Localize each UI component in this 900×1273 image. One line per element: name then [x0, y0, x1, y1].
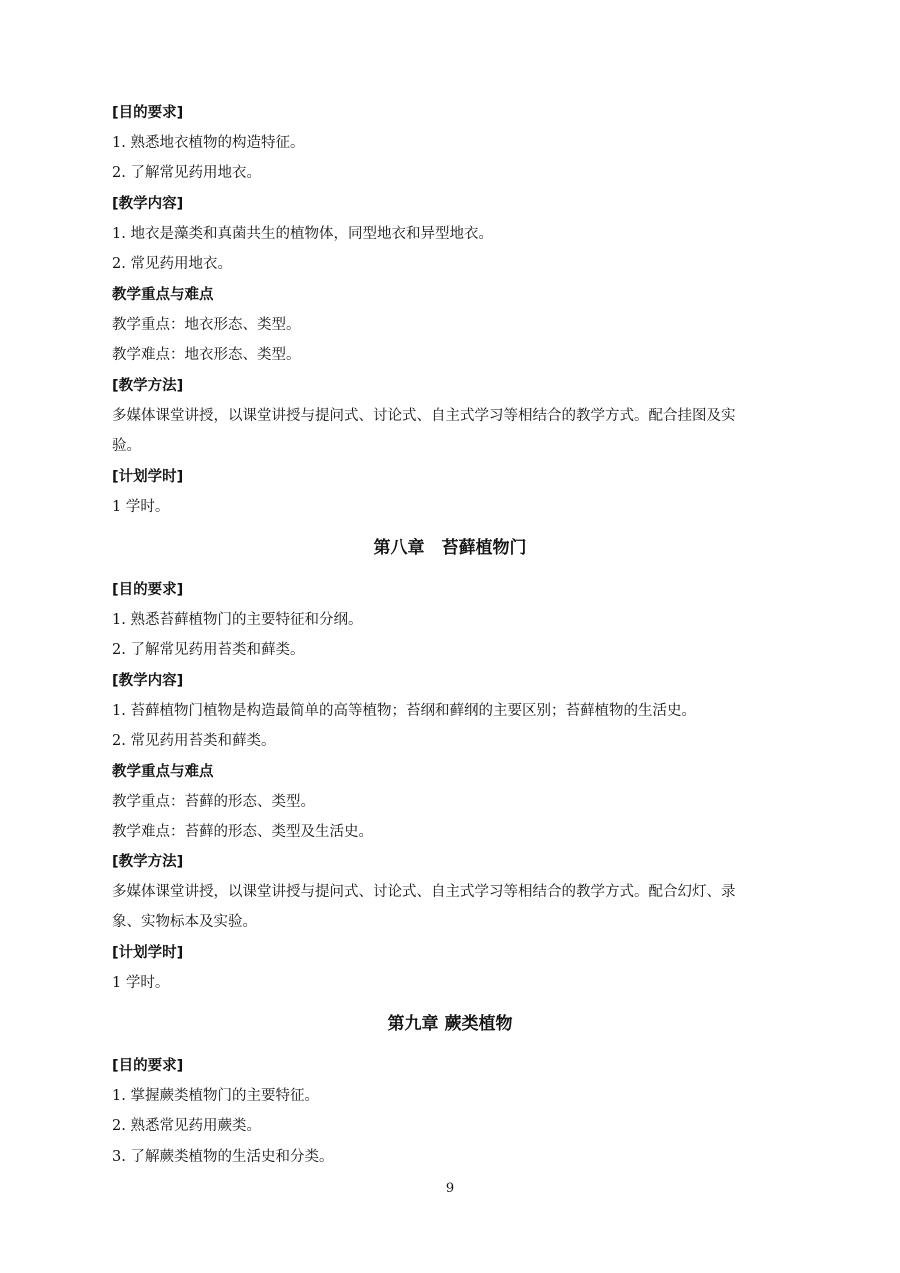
goal-item: 1. 熟悉苔藓植物门的主要特征和分纲。 — [112, 612, 363, 628]
hours-heading: [计划学时] — [112, 945, 184, 961]
page-number: 9 — [445, 1181, 455, 1196]
method-heading: [教学方法] — [112, 854, 184, 870]
content-item: 2. 常见药用苔类和藓类。 — [112, 733, 276, 749]
goal-item: 2. 了解常见药用苔类和藓类。 — [112, 642, 305, 658]
goal-item: 3. 了解蕨类植物的生活史和分类。 — [112, 1149, 334, 1165]
hours-text: 1 学时。 — [112, 975, 170, 991]
method-text: 多媒体课堂讲授，以课堂讲授与提问式、讨论式、自主式学习等相结合的教学方式。配合幻灯、录 — [112, 884, 736, 900]
goal-item: 1. 熟悉地衣植物的构造特征。 — [112, 135, 305, 151]
content-heading: [教学内容] — [112, 673, 184, 689]
key-points-heading: 教学重点与难点 — [112, 287, 214, 303]
key-points-heading: 教学重点与难点 — [112, 764, 214, 780]
chapter-title: 第八章 苔藓植物门 — [373, 538, 527, 558]
goal-heading: [目的要求] — [112, 1058, 184, 1074]
hours-heading: [计划学时] — [112, 469, 184, 485]
content-item: 2. 常见药用地衣。 — [112, 256, 232, 272]
content-item: 1. 地衣是藻类和真菌共生的植物体，同型地衣和异型地衣。 — [112, 226, 493, 242]
difficulty-point: 教学难点：地衣形态、类型。 — [112, 347, 301, 363]
method-heading: [教学方法] — [112, 378, 184, 394]
goal-heading: [目的要求] — [112, 105, 184, 121]
goal-item: 2. 了解常见药用地衣。 — [112, 165, 261, 181]
goal-item: 1. 掌握蕨类植物门的主要特征。 — [112, 1088, 319, 1104]
content-item: 1. 苔藓植物门植物是构造最简单的高等植物；苔纲和藓纲的主要区别；苔藓植物的生活史。 — [112, 703, 696, 719]
key-point: 教学重点：地衣形态、类型。 — [112, 317, 301, 333]
difficulty-point: 教学难点：苔藓的形态、类型及生活史。 — [112, 824, 373, 840]
goal-item: 2. 熟悉常见药用蕨类。 — [112, 1118, 261, 1134]
content-heading: [教学内容] — [112, 196, 184, 212]
method-text: 验。 — [112, 438, 141, 454]
goal-heading: [目的要求] — [112, 582, 184, 598]
method-text: 象、实物标本及实验。 — [112, 914, 257, 930]
hours-text: 1 学时。 — [112, 499, 170, 515]
key-point: 教学重点：苔藓的形态、类型。 — [112, 794, 315, 810]
method-text: 多媒体课堂讲授，以课堂讲授与提问式、讨论式、自主式学习等相结合的教学方式。配合挂图及实 — [112, 408, 736, 424]
chapter-title: 第九章 蕨类植物 — [387, 1014, 513, 1034]
